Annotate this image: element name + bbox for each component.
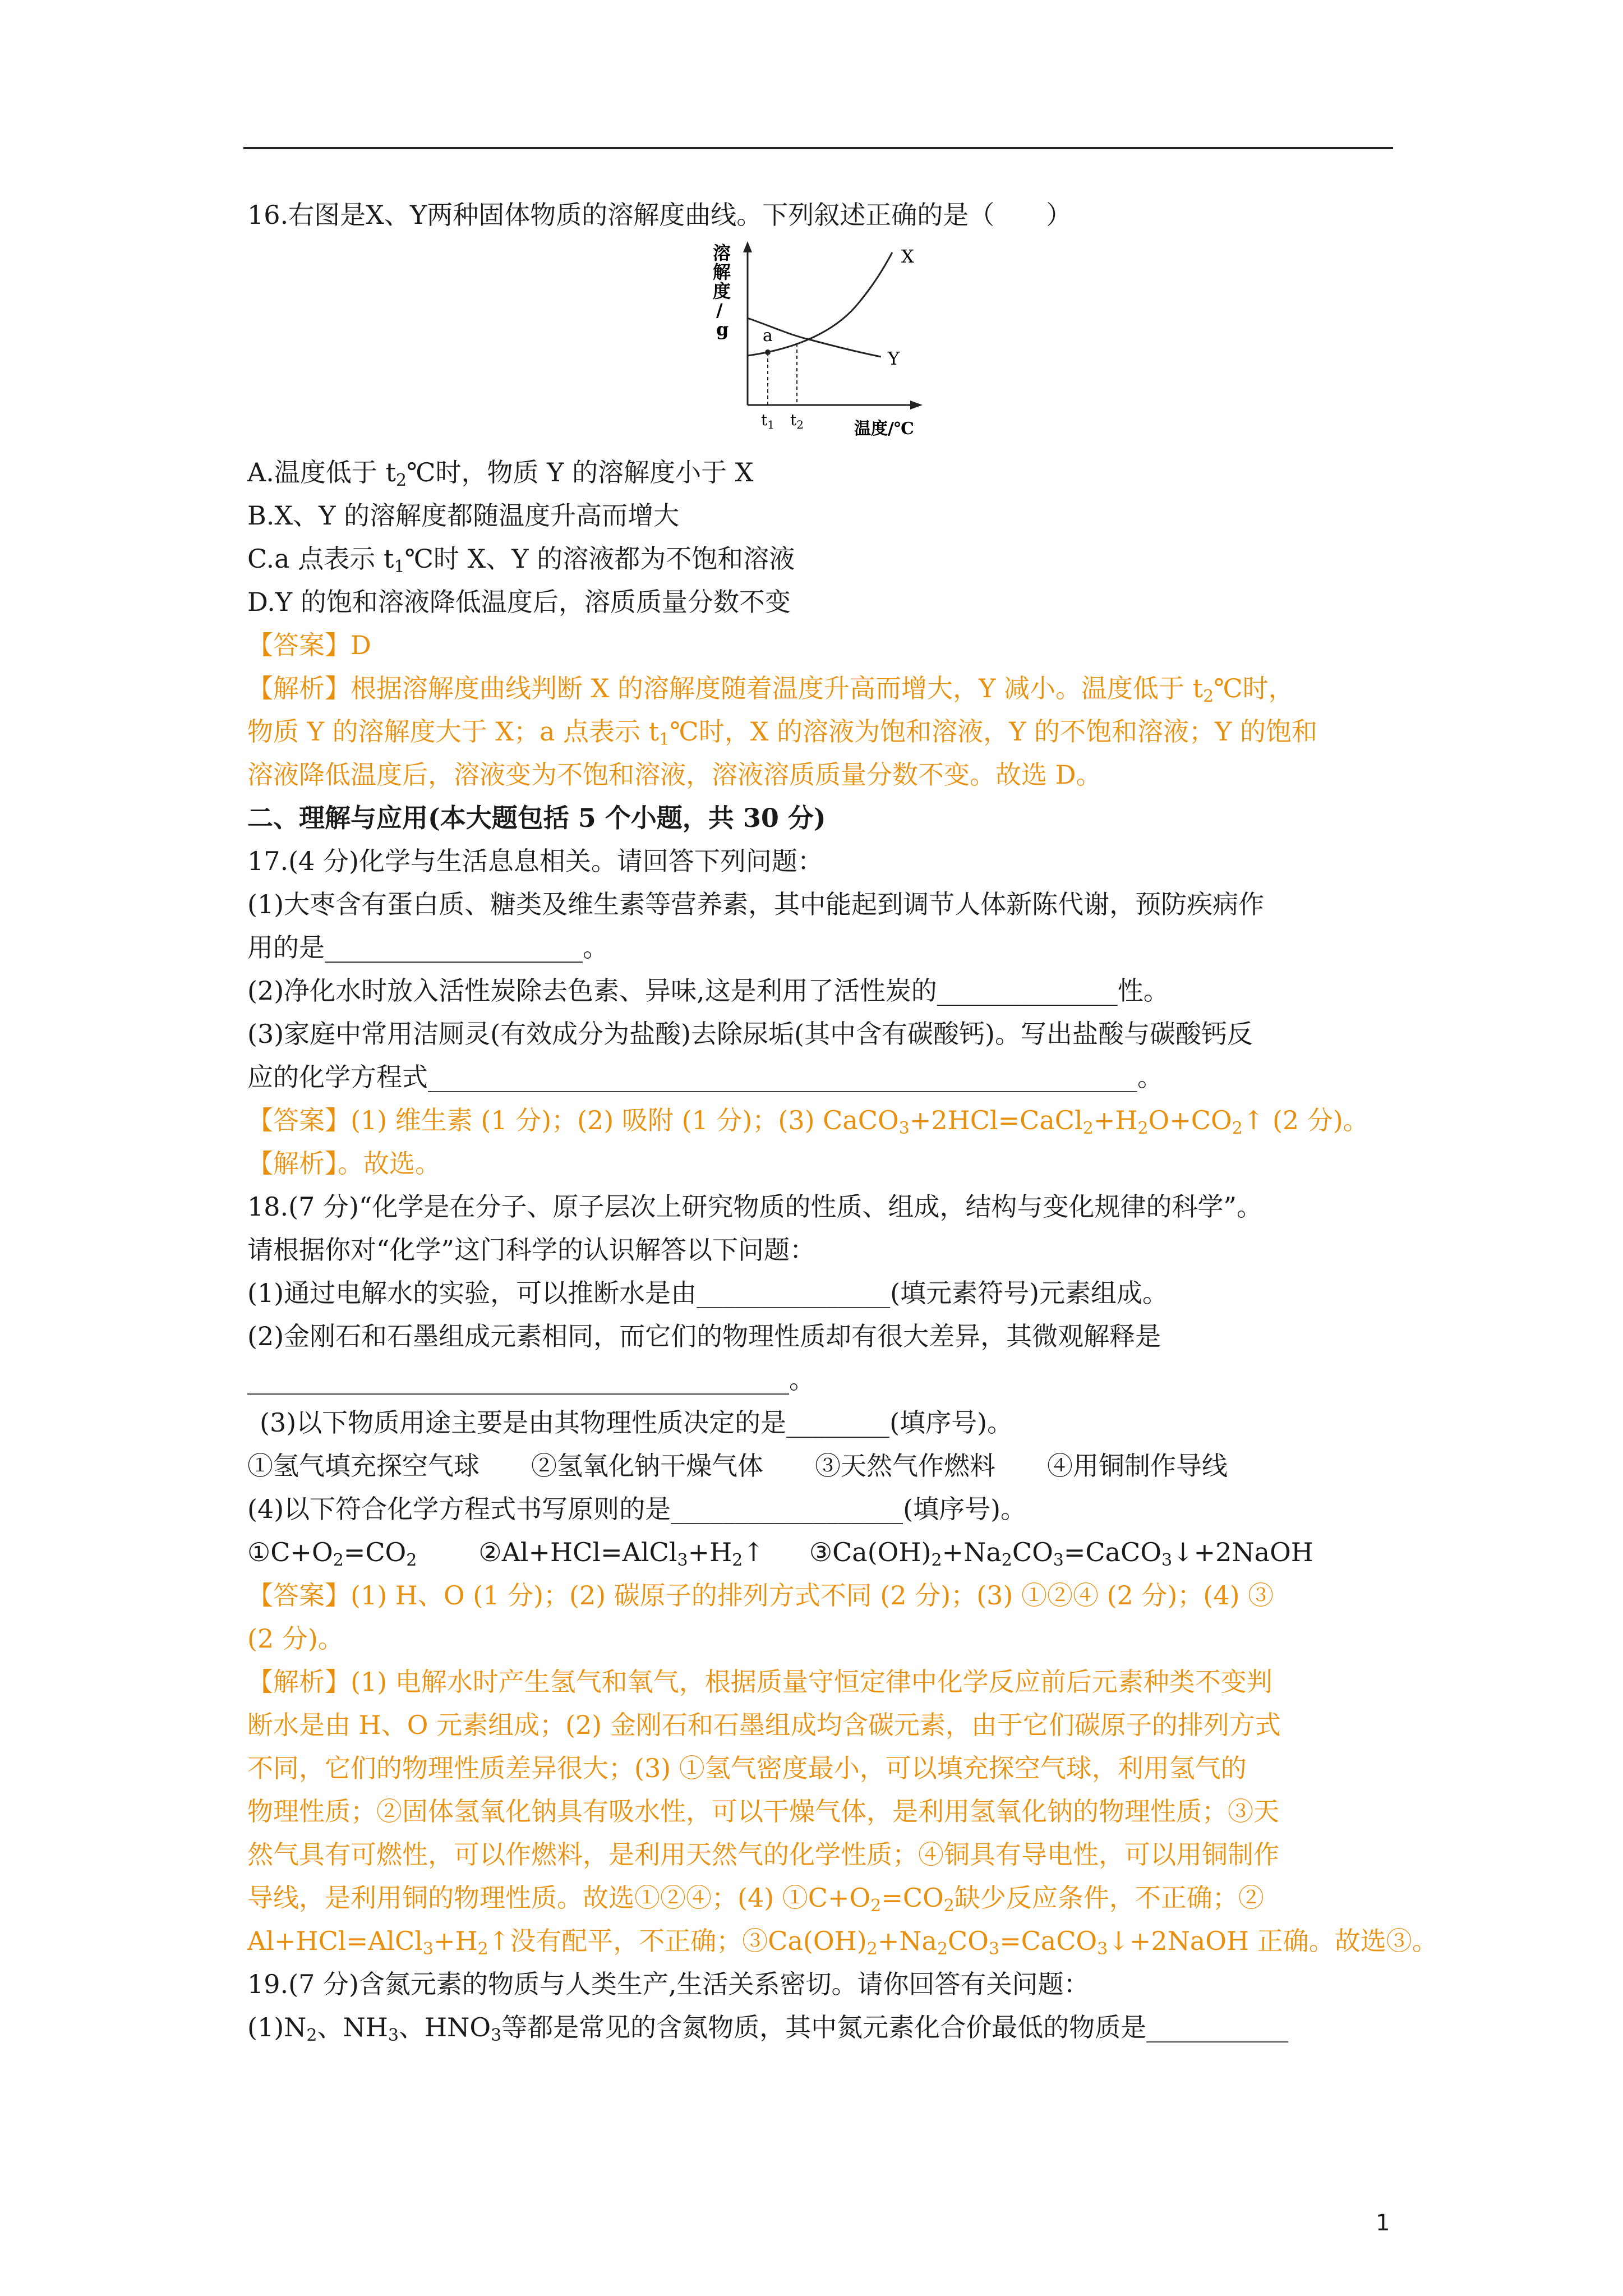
q17-ans-s2: 2 <box>1082 1119 1094 1138</box>
q18-analysis-3: 不同，它们的物理性质差异很大；(3) ①氢气密度最小，可以填充探空气球，利用氢气的 <box>247 1753 1247 1783</box>
q18-analysis-2: 断水是由 H、O 元素组成；(2) 金刚石和石墨组成均含碳元素，由于它们碳原子的排列方式 <box>247 1710 1281 1740</box>
q16-analysis-2s: 1 <box>659 730 670 749</box>
q18-an7-s1: 3 <box>422 1939 434 1959</box>
q17-ans-3: +H <box>1093 1105 1138 1135</box>
ylabel-char-5: g <box>716 319 729 340</box>
q18-an7-g: ↓+2NaOH 正确。故选③。 <box>1108 1926 1438 1956</box>
q18-answer-a: 【答案】(1) H、O (1 分)；(2) 碳原子的排列方式不同 (2 分)；(3) ①②④ (2 分)；(4) ③ <box>247 1580 1274 1611</box>
q19-p1-b: 、NH <box>317 2012 388 2042</box>
q16-analysis-1s: 2 <box>1203 687 1214 706</box>
q18-an7-f: =CaCO <box>999 1926 1098 1956</box>
p4-opt3-bs: 2 <box>1001 1550 1012 1570</box>
p4-opt3-ds: 3 <box>1161 1550 1173 1570</box>
point-a <box>765 349 771 355</box>
q18-an7-c: ↑没有配平，不正确；③Ca(OH) <box>488 1926 867 1956</box>
q18-part2-b: __________________________________________。 <box>247 1364 815 1395</box>
q18-an7-d: +Na <box>877 1926 937 1956</box>
q17-ans-s4: 2 <box>1232 1119 1243 1138</box>
ylabel-char-2: 解 <box>713 261 731 283</box>
q18-part1: (1)通过电解水的实验，可以推断水是由_______________(填元素符号)元素组成。 <box>247 1278 1169 1308</box>
section-2-heading: 二、理解与应用(本大题包括 5 个小题，共 30 分) <box>247 803 826 833</box>
q16-option-b: B.X、Y 的溶解度都随温度升高而增大 <box>247 500 680 531</box>
ylabel-char-3: 度 <box>713 280 731 302</box>
point-a-label: a <box>763 326 773 346</box>
q19-p1-d: 等都是常见的含氮物质，其中氮元素化合价最低的物质是___________ <box>501 2012 1289 2042</box>
p4-opt3-d: =CaCO <box>1063 1537 1161 1567</box>
opt-c-text-2: ℃时 X、Y 的溶液都为不饱和溶液 <box>404 544 795 574</box>
x-axis-arrow <box>910 401 923 409</box>
q17-answer <box>247 1099 1391 1142</box>
p4-opt3-s: 2 <box>931 1550 942 1570</box>
p4-opt2-s: 3 <box>677 1550 688 1570</box>
q18-part4-options <box>247 1531 1391 1574</box>
t2-label <box>790 411 804 431</box>
q18-an7-s2: 2 <box>477 1939 488 1959</box>
y-axis-arrow <box>743 241 752 252</box>
q18-analysis-5: 然气具有可燃性，可以作燃料，是利用天然气的化学性质；④铜具有导电性，可以用铜制作 <box>247 1839 1279 1870</box>
q16-stem: 16.右图是X、Y两种固体物质的溶解度曲线。下列叙述正确的是（ ） <box>247 200 1072 230</box>
p4-opt1: ①C+O <box>247 1537 333 1567</box>
q18-analysis-1: 【解析】(1) 电解水时产生氢气和氧气，根据质量守恒定律中化学反应前后元素种类不变判 <box>247 1667 1272 1697</box>
p4-opt3: ③Ca(OH) <box>809 1537 932 1567</box>
p4-opt1-s: 2 <box>333 1550 344 1570</box>
q18-an6-b: 缺少反应条件，不正确；② <box>954 1883 1264 1913</box>
q16-answer: 【答案】D <box>247 630 371 660</box>
xlabel: 温度/℃ <box>854 419 914 439</box>
t1-label <box>761 411 774 431</box>
q18-an7-e: CO <box>948 1926 989 1956</box>
q17-part3-b: 应的化学方程式_______________________________________________________。 <box>247 1062 1163 1092</box>
solubility-curve-svg <box>707 237 932 444</box>
q18-an6-a: 导线，是利用铜的物理性质。故选①②④；(4) ①C+O <box>247 1883 871 1913</box>
q17-ans-4: O+CO <box>1148 1105 1232 1135</box>
q18-part2-a: (2)金刚石和石墨组成元素相同，而它们的物理性质却有很大差异，其微观解释是 <box>247 1321 1161 1351</box>
q18-stem-a: 18.(7 分)“化学是在分子、原子层次上研究物质的性质、组成，结构与变化规律的科学”。 <box>247 1191 1262 1222</box>
p4-opt3-c: CO <box>1012 1537 1053 1567</box>
ylabel-char-4: / <box>716 300 723 321</box>
q19-part1 <box>247 2006 1391 2049</box>
q19-p1-a: (1)N <box>247 2012 307 2042</box>
solubility-curve-figure <box>247 237 1391 451</box>
q18-an6-s2: 2 <box>943 1896 955 1916</box>
q17-stem: 17.(4 分)化学与生活息息相关。请回答下列问题： <box>247 846 823 876</box>
curve-x-label: X <box>901 246 914 267</box>
q18-part3: (3)以下物质用途主要是由其物理性质决定的是________(填序号)。 <box>260 1407 1013 1438</box>
q18-analysis-6 <box>247 1876 1391 1920</box>
p4-opt3-b: +Na <box>942 1537 1002 1567</box>
q18-an7-s4: 2 <box>937 1939 948 1959</box>
q18-an7-s3: 2 <box>866 1939 878 1959</box>
q19-p1-s2: 3 <box>388 2026 399 2045</box>
q19-p1-s3: 3 <box>491 2026 502 2045</box>
opt-a-text-2: ℃时，物质 Y 的溶解度小于 X <box>407 457 754 487</box>
opt-a-sub: 2 <box>395 471 407 490</box>
p4-opt1-b: =CO <box>343 1537 407 1567</box>
p4-opt1-bs: 2 <box>406 1550 417 1570</box>
q17-ans-1: 【答案】(1) 维生素 (1 分)；(2) 吸附 (1 分)；(3) CaCO <box>247 1105 899 1135</box>
p4-opt2-c: ↑ <box>743 1537 764 1567</box>
q17-part2: (2)净化水时放入活性炭除去色素、异味,这是利用了活性炭的______________性。 <box>247 976 1169 1006</box>
q18-an7-s5: 3 <box>988 1939 1000 1959</box>
q18-an6-m: =CO <box>881 1883 944 1913</box>
q18-part4: (4)以下符合化学方程式书写原则的是__________________(填序号)。 <box>247 1494 1027 1524</box>
q18-answer-b: (2 分)。 <box>247 1623 344 1654</box>
p4-opt3-cs: 3 <box>1053 1550 1064 1570</box>
q18-an7-s6: 3 <box>1097 1939 1108 1959</box>
q17-ans-2: +2HCl=CaCl <box>909 1105 1083 1135</box>
q17-ans-s3: 2 <box>1137 1119 1149 1138</box>
q16-analysis-3: 溶液降低温度后，溶液变为不饱和溶液，溶液溶质质量分数不变。故选 D。 <box>247 760 1102 790</box>
q18-an7-b: +H <box>433 1926 478 1956</box>
q18-part3-options: ①氢气填充探空气球 ②氢氧化钠干燥气体 ③天然气作燃料 ④用铜制作导线 <box>247 1451 1228 1481</box>
q16-analysis-1a: 【解析】根据溶解度曲线判断 X 的溶解度随着温度升高而增大，Y 减小。温度低于 t <box>247 673 1204 703</box>
q18-analysis-7 <box>247 1920 1438 1963</box>
q16-option-c <box>247 537 1391 581</box>
q18-an6-s1: 2 <box>870 1896 882 1916</box>
q16-analysis-2 <box>247 710 1391 753</box>
p4-opt2: ②Al+HCl=AlCl <box>478 1537 677 1567</box>
q18-an7-a: Al+HCl=AlCl <box>247 1926 423 1956</box>
q17-part1-b: 用的是____________________。 <box>247 932 608 963</box>
document-body <box>247 194 1438 2049</box>
p4-opt2-bs: 2 <box>732 1550 743 1570</box>
q16-analysis-1b: ℃时， <box>1214 673 1294 703</box>
q17-part3-a: (3)家庭中常用洁厕灵(有效成分为盐酸)去除尿垢(其中含有碳酸钙)。写出盐酸与碳酸钙反 <box>247 1019 1253 1049</box>
q16-analysis-1 <box>247 667 1391 710</box>
p4-opt3-e: ↓+2NaOH <box>1172 1537 1313 1567</box>
t2-char: t <box>790 411 797 429</box>
opt-c-text: C.a 点表示 t <box>247 544 394 574</box>
t1-sub: 1 <box>767 418 774 431</box>
page-number: 1 <box>1376 2210 1390 2236</box>
t1-char: t <box>761 411 768 429</box>
q16-option-d: D.Y 的饱和溶液降低温度后，溶质质量分数不变 <box>247 587 791 617</box>
q16-analysis-2a: 物质 Y 的溶解度大于 X；a 点表示 t <box>247 716 660 747</box>
ylabel-char-1: 溶 <box>713 242 731 264</box>
q19-p1-s1: 2 <box>306 2026 317 2045</box>
q18-analysis-4: 物理性质；②固体氢氧化钠具有吸水性，可以干燥气体，是利用氢氧化钠的物理性质；③天 <box>247 1796 1279 1826</box>
q17-ans-5: ↑ (2 分)。 <box>1242 1105 1369 1135</box>
p4-opt2-b: +H <box>688 1537 732 1567</box>
q17-part1-a: (1)大枣含有蛋白质、糖类及维生素等营养素，其中能起到调节人体新陈代谢，预防疾病作 <box>247 889 1265 919</box>
q18-stem-b: 请根据你对“化学”这门科学的认识解答以下问题： <box>247 1235 816 1265</box>
q16-option-a <box>247 451 1391 494</box>
opt-a-text: A.温度低于 t <box>247 457 396 487</box>
q17-analysis: 【解析】。故选。 <box>247 1148 441 1179</box>
q19-p1-c: 、HNO <box>398 2012 491 2042</box>
header-rule <box>243 147 1393 149</box>
q17-ans-s1: 3 <box>898 1119 910 1138</box>
curve-y-label: Y <box>888 348 900 369</box>
q16-analysis-2b: ℃时，X 的溶液为饱和溶液，Y 的不饱和溶液；Y 的饱和 <box>670 716 1318 747</box>
t2-sub: 2 <box>796 418 804 431</box>
opt-c-sub: 1 <box>394 557 405 577</box>
q19-stem: 19.(7 分)含氮元素的物质与人类生产,生活关系密切。请你回答有关问题： <box>247 1969 1090 1999</box>
